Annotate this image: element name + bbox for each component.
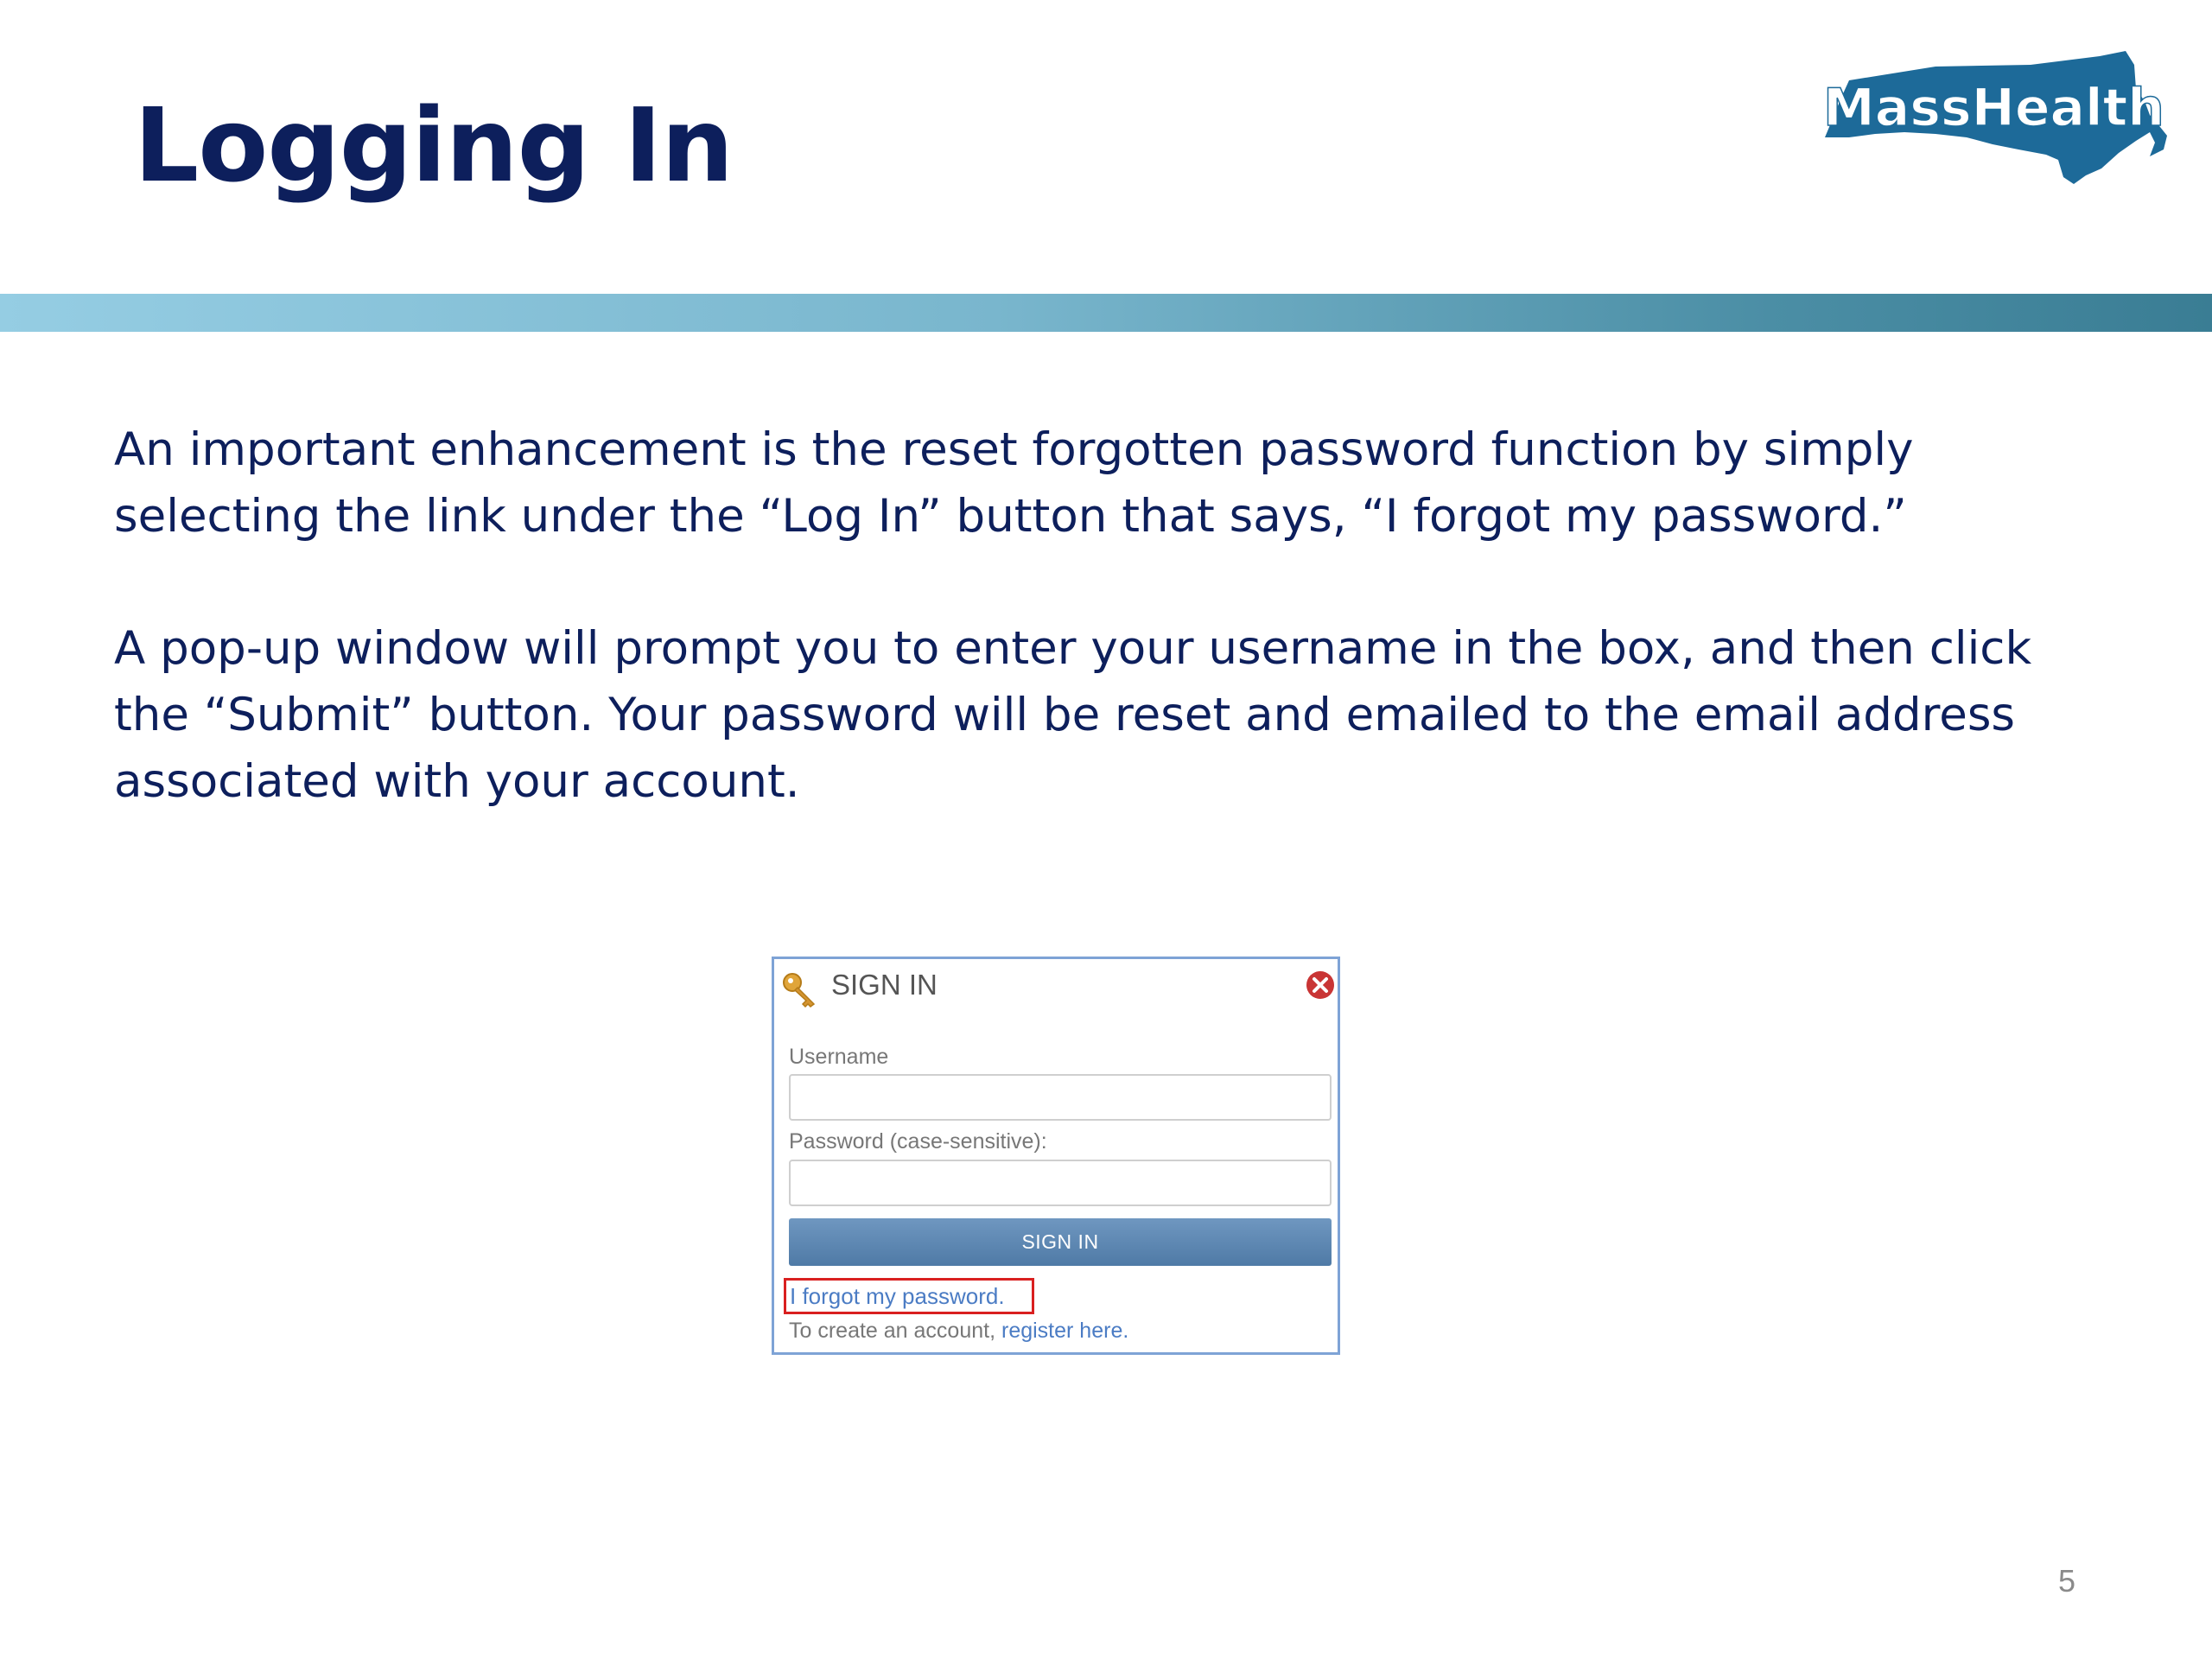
forgot-password-link[interactable]: I forgot my password. [784,1278,1034,1314]
signin-dialog [772,957,1340,1355]
create-account-text: To create an account, [789,1319,996,1343]
body-paragraph-2: A pop-up window will prompt you to enter your username in the box, and then click the “Submit” button. Your password will be reset and emailed to the email address associated with your account. [114,622,2032,808]
key-icon [781,971,817,1007]
page-number: 5 [2058,1563,2076,1599]
close-icon[interactable] [1305,969,1336,1001]
password-input[interactable] [789,1160,1332,1206]
username-input[interactable] [789,1074,1332,1121]
create-account-line [789,1318,1128,1344]
register-link[interactable]: register here. [1001,1319,1129,1343]
logo-text: MassHealth [1823,78,2164,138]
body-paragraph-1: An important enhancement is the reset forgotten password function by simply selecting the link under the “Log In” button that says, “I forgot my password.” [114,423,1914,543]
masshealth-logo [1815,48,2177,238]
username-label: Username [789,1045,889,1069]
slide-title: Logging In [134,86,734,205]
dialog-header [774,959,1338,1011]
header-bar [0,294,2212,332]
signin-button[interactable]: SIGN IN [789,1218,1332,1266]
dialog-title: SIGN IN [831,969,938,1001]
password-label: Password (case-sensitive): [789,1129,1047,1154]
